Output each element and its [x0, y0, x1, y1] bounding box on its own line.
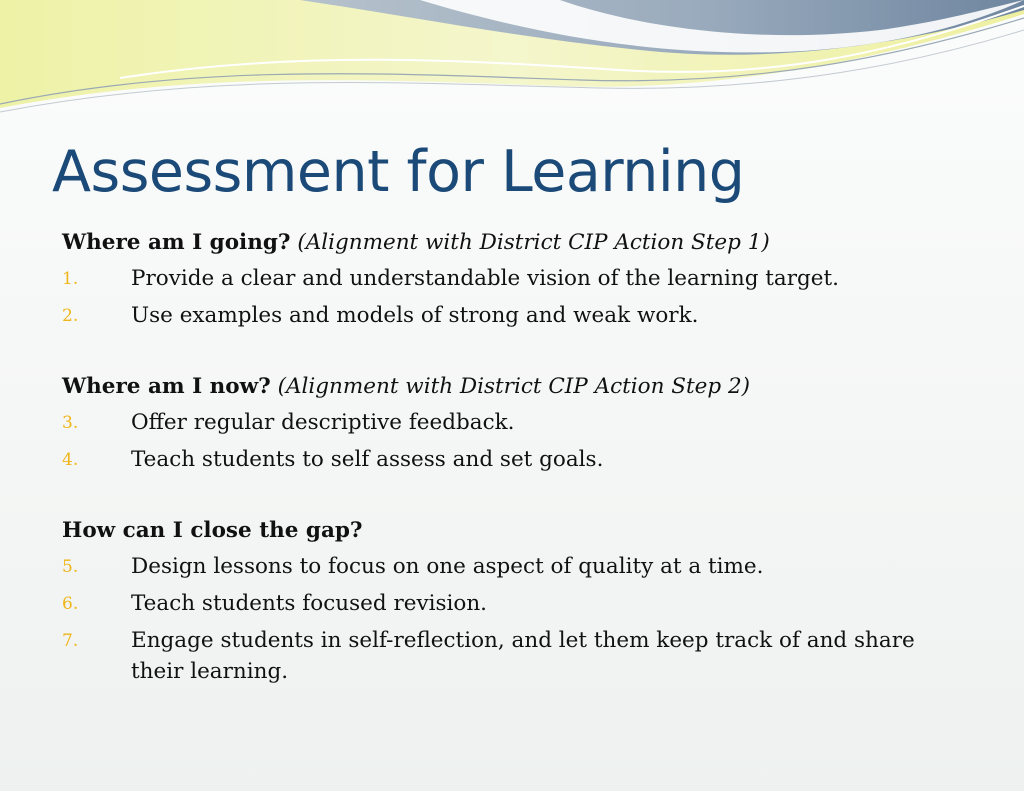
list-text: Design lessons to focus on one aspect of quality at a time. [131, 554, 764, 579]
list-number: 2. [62, 306, 79, 326]
list-text: Engage students in self-reflection, and let them keep track of and share their learning. [131, 628, 915, 684]
list-text: Offer regular descriptive feedback. [131, 410, 515, 435]
list-item [62, 300, 962, 333]
list-number: 4. [62, 450, 79, 470]
section-where-am-i-going [62, 226, 962, 333]
list-number: 1. [62, 269, 79, 289]
section-question: Where am I now? [62, 374, 271, 399]
section-close-the-gap [62, 514, 962, 687]
list-item [62, 407, 962, 440]
section-question: Where am I going? [62, 230, 291, 255]
slide-title: Assessment for Learning [52, 139, 745, 205]
list-item [62, 551, 962, 584]
list-number: 7. [62, 631, 79, 651]
list-item [62, 625, 962, 687]
header-wave-decoration [0, 0, 1024, 130]
list-number: 3. [62, 413, 79, 433]
section-alignment-note: (Alignment with District CIP Action Step 1) [297, 230, 770, 255]
list-text: Provide a clear and understandable vision of the learning target. [131, 266, 839, 291]
list-number: 5. [62, 557, 79, 577]
list-item [62, 263, 962, 296]
list-number: 6. [62, 594, 79, 614]
section-heading [62, 226, 962, 259]
list-item [62, 444, 962, 477]
section-where-am-i-now [62, 370, 962, 477]
section-heading [62, 370, 962, 403]
section-question: How can I close the gap? [62, 518, 363, 543]
section-alignment-note: (Alignment with District CIP Action Step 2) [277, 374, 751, 399]
list-item [62, 588, 962, 621]
slide-body [62, 226, 962, 724]
list-text: Teach students to self assess and set goals. [131, 447, 604, 472]
list-text: Use examples and models of strong and weak work. [131, 303, 699, 328]
section-heading [62, 514, 962, 547]
list-text: Teach students focused revision. [131, 591, 487, 616]
